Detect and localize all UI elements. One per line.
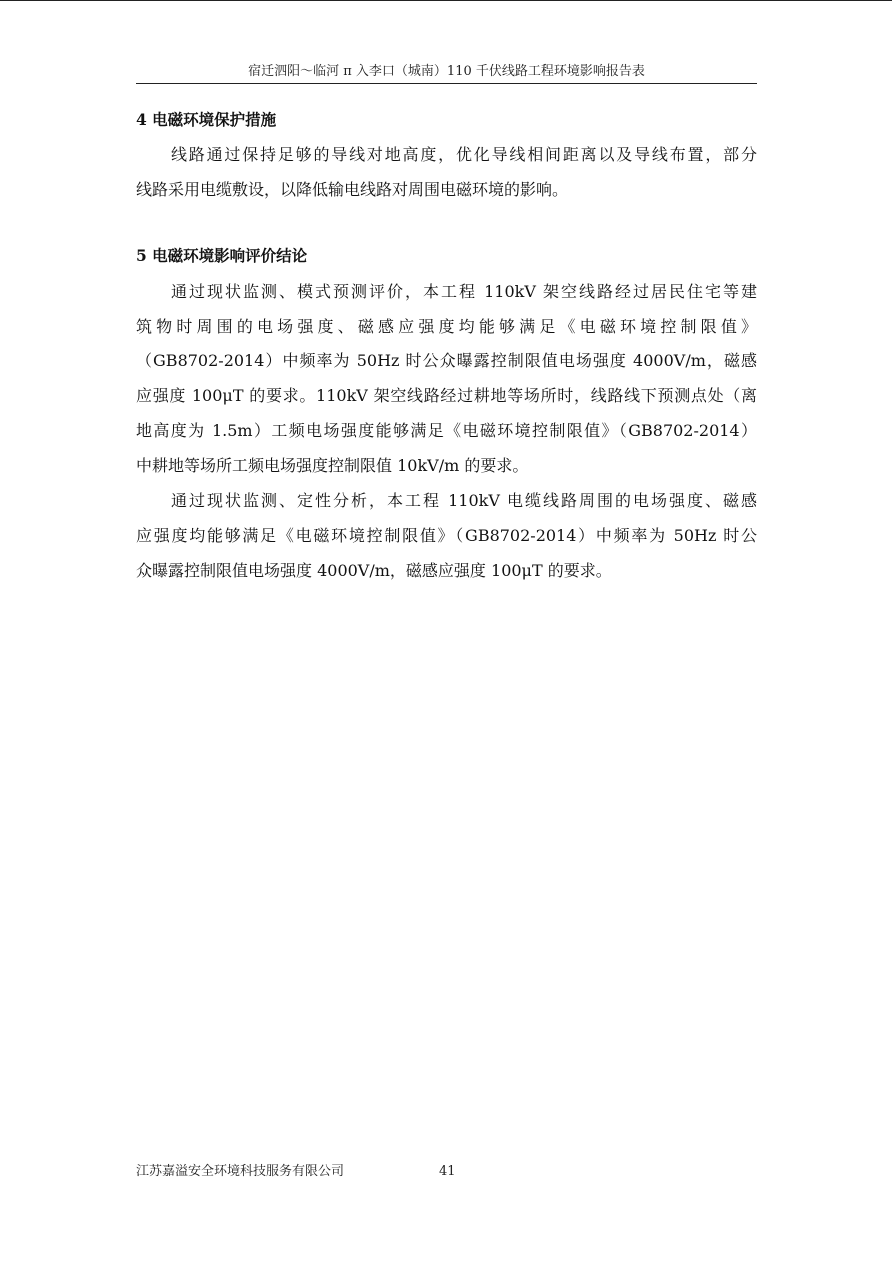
page-top-border (0, 0, 892, 1)
page-number: 41 (439, 1164, 456, 1179)
section-5-line: 通过现状监测、定性分析，本工程 110kV 电缆线路周围的电场强度、磁感 (171, 491, 757, 510)
section-5-heading: 5 电磁环境影响评价结论 (136, 246, 308, 265)
header-rule (136, 83, 757, 84)
section-5-line: 众曝露控制限值电场强度 4000V/m，磁感应强度 100μT 的要求。 (136, 561, 612, 580)
section-5-line: 地高度为 1.5m）工频电场强度能够满足《电磁环境控制限值》（GB8702-2014） (136, 421, 757, 440)
section-5-line: 中耕地等场所工频电场强度控制限值 10kV/m 的要求。 (136, 456, 529, 475)
section-5-line: 通过现状监测、模式预测评价，本工程 110kV 架空线路经过居民住宅等建 (171, 282, 757, 301)
section-4-heading: 4 电磁环境保护措施 (136, 110, 277, 129)
section-5-line: 应强度 100μT 的要求。110kV 架空线路经过耕地等场所时，线路线下预测点处（离 (136, 386, 757, 405)
section-4-line: 线路通过保持足够的导线对地高度，优化导线相间距离以及导线布置，部分 (171, 145, 757, 164)
section-5-line: （GB8702-2014）中频率为 50Hz 时公众曝露控制限值电场强度 4000V/m，磁感 (136, 351, 757, 370)
section-5-line: 应强度均能够满足《电磁环境控制限值》（GB8702-2014）中频率为 50Hz 时公 (136, 526, 757, 545)
footer-company-name: 江苏嘉溢安全环境科技服务有限公司 (136, 1164, 345, 1179)
section-5-line: 筑物时周围的电场强度、磁感应强度均能够满足《电磁环境控制限值》 (136, 317, 757, 336)
section-4-line: 线路采用电缆敷设，以降低输电线路对周围电磁环境的影响。 (136, 180, 569, 199)
running-header: 宿迁泗阳～临河 π 入李口（城南）110 千伏线路工程环境影响报告表 (248, 64, 645, 79)
